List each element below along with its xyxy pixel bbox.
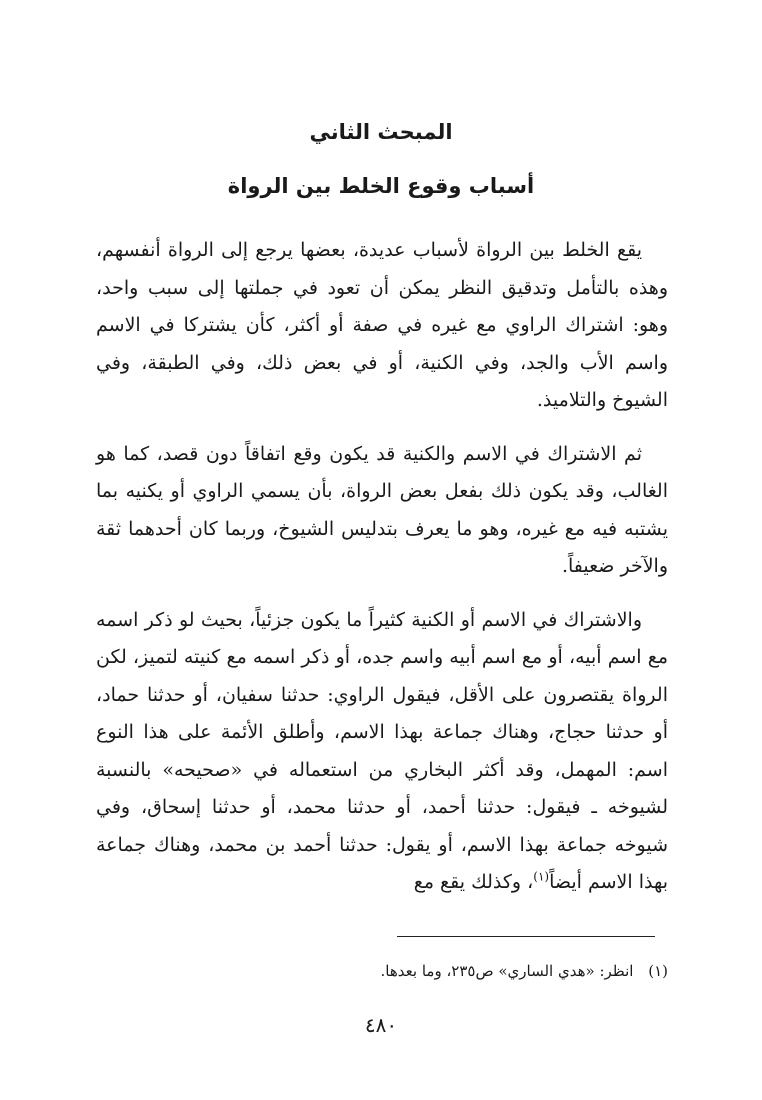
footnote-number: (١) xyxy=(648,962,668,980)
footnote-reference[interactable]: (١) xyxy=(533,869,550,884)
page-number: ٤٨٠ xyxy=(364,1013,398,1037)
paragraph-2: ثم الاشتراك في الاسم والكنية قد يكون وقع اتفاقاً دون قصد، كما هو الغالب، وقد يكون ذلك بفعل بعض الرواة، بأن يسمي الراوي أو يكنيه بما يشتبه فيه مع غيره، وهو ما يعرف بتدليس الشيوخ، وربما كان أحدهما ثقة والآخر ضعيفاً. xyxy=(96,442,668,577)
paragraph-3-text: والاشتراك في الاسم أو الكنية كثيراً ما يكون جزئياً، بحيث لو ذكر اسمه مع اسم أبيه، أو مع اسم أبيه واسم جده، أو ذكر اسمه مع كنيته لتميز، لكن الرواة يقتصرون على الأقل، فيقول الراوي: حدثنا سفيان، أو حدثنا حماد، أو حدثنا حجاج، وهناك جماعة بهذا الاسم، وأطلق الأئمة على هذا النوع اسم: المهمل، وقد أكثر البخاري من استعماله في «صحيحه» بالنسبة لشيوخه ـ فيقول: حدثنا أحمد، أو حدثنا محمد، أو حدثنا إسحاق، وفي شيوخه جماعة بهذا الاسم، أو يقول: حدثنا أحمد بن محمد، وهناك جماعة بهذا الاسم أيضاً xyxy=(96,608,668,893)
footnote xyxy=(96,958,668,984)
body-text xyxy=(96,232,668,918)
footnote-divider xyxy=(397,936,655,937)
paragraph-1: يقع الخلط بين الرواة لأسباب عديدة، بعضها يرجع إلى الرواة أنفسهم، وهذه بالتأمل وتدقيق النظر يمكن أن تعود في جملتها إلى سبب واحد، وهو: اشتراك الراوي مع غيره في صفة أو أكثر، كأن يشتركا في الاسم واسم الأب والجد، وفي الكنية، أو في بعض ذلك، وفي الطبقة، وفي الشيوخ والتلاميذ. xyxy=(96,239,668,411)
footnote-text: انظر: «هدي الساري» ص٢٣٥، وما بعدها. xyxy=(380,962,634,980)
section-title: أسباب وقوع الخلط بين الرواة xyxy=(227,174,535,198)
paragraph-3 xyxy=(96,602,668,902)
chapter-title: المبحث الثاني xyxy=(309,120,453,144)
paragraph-3-continuation: ، وكذلك يقع مع xyxy=(413,871,534,893)
